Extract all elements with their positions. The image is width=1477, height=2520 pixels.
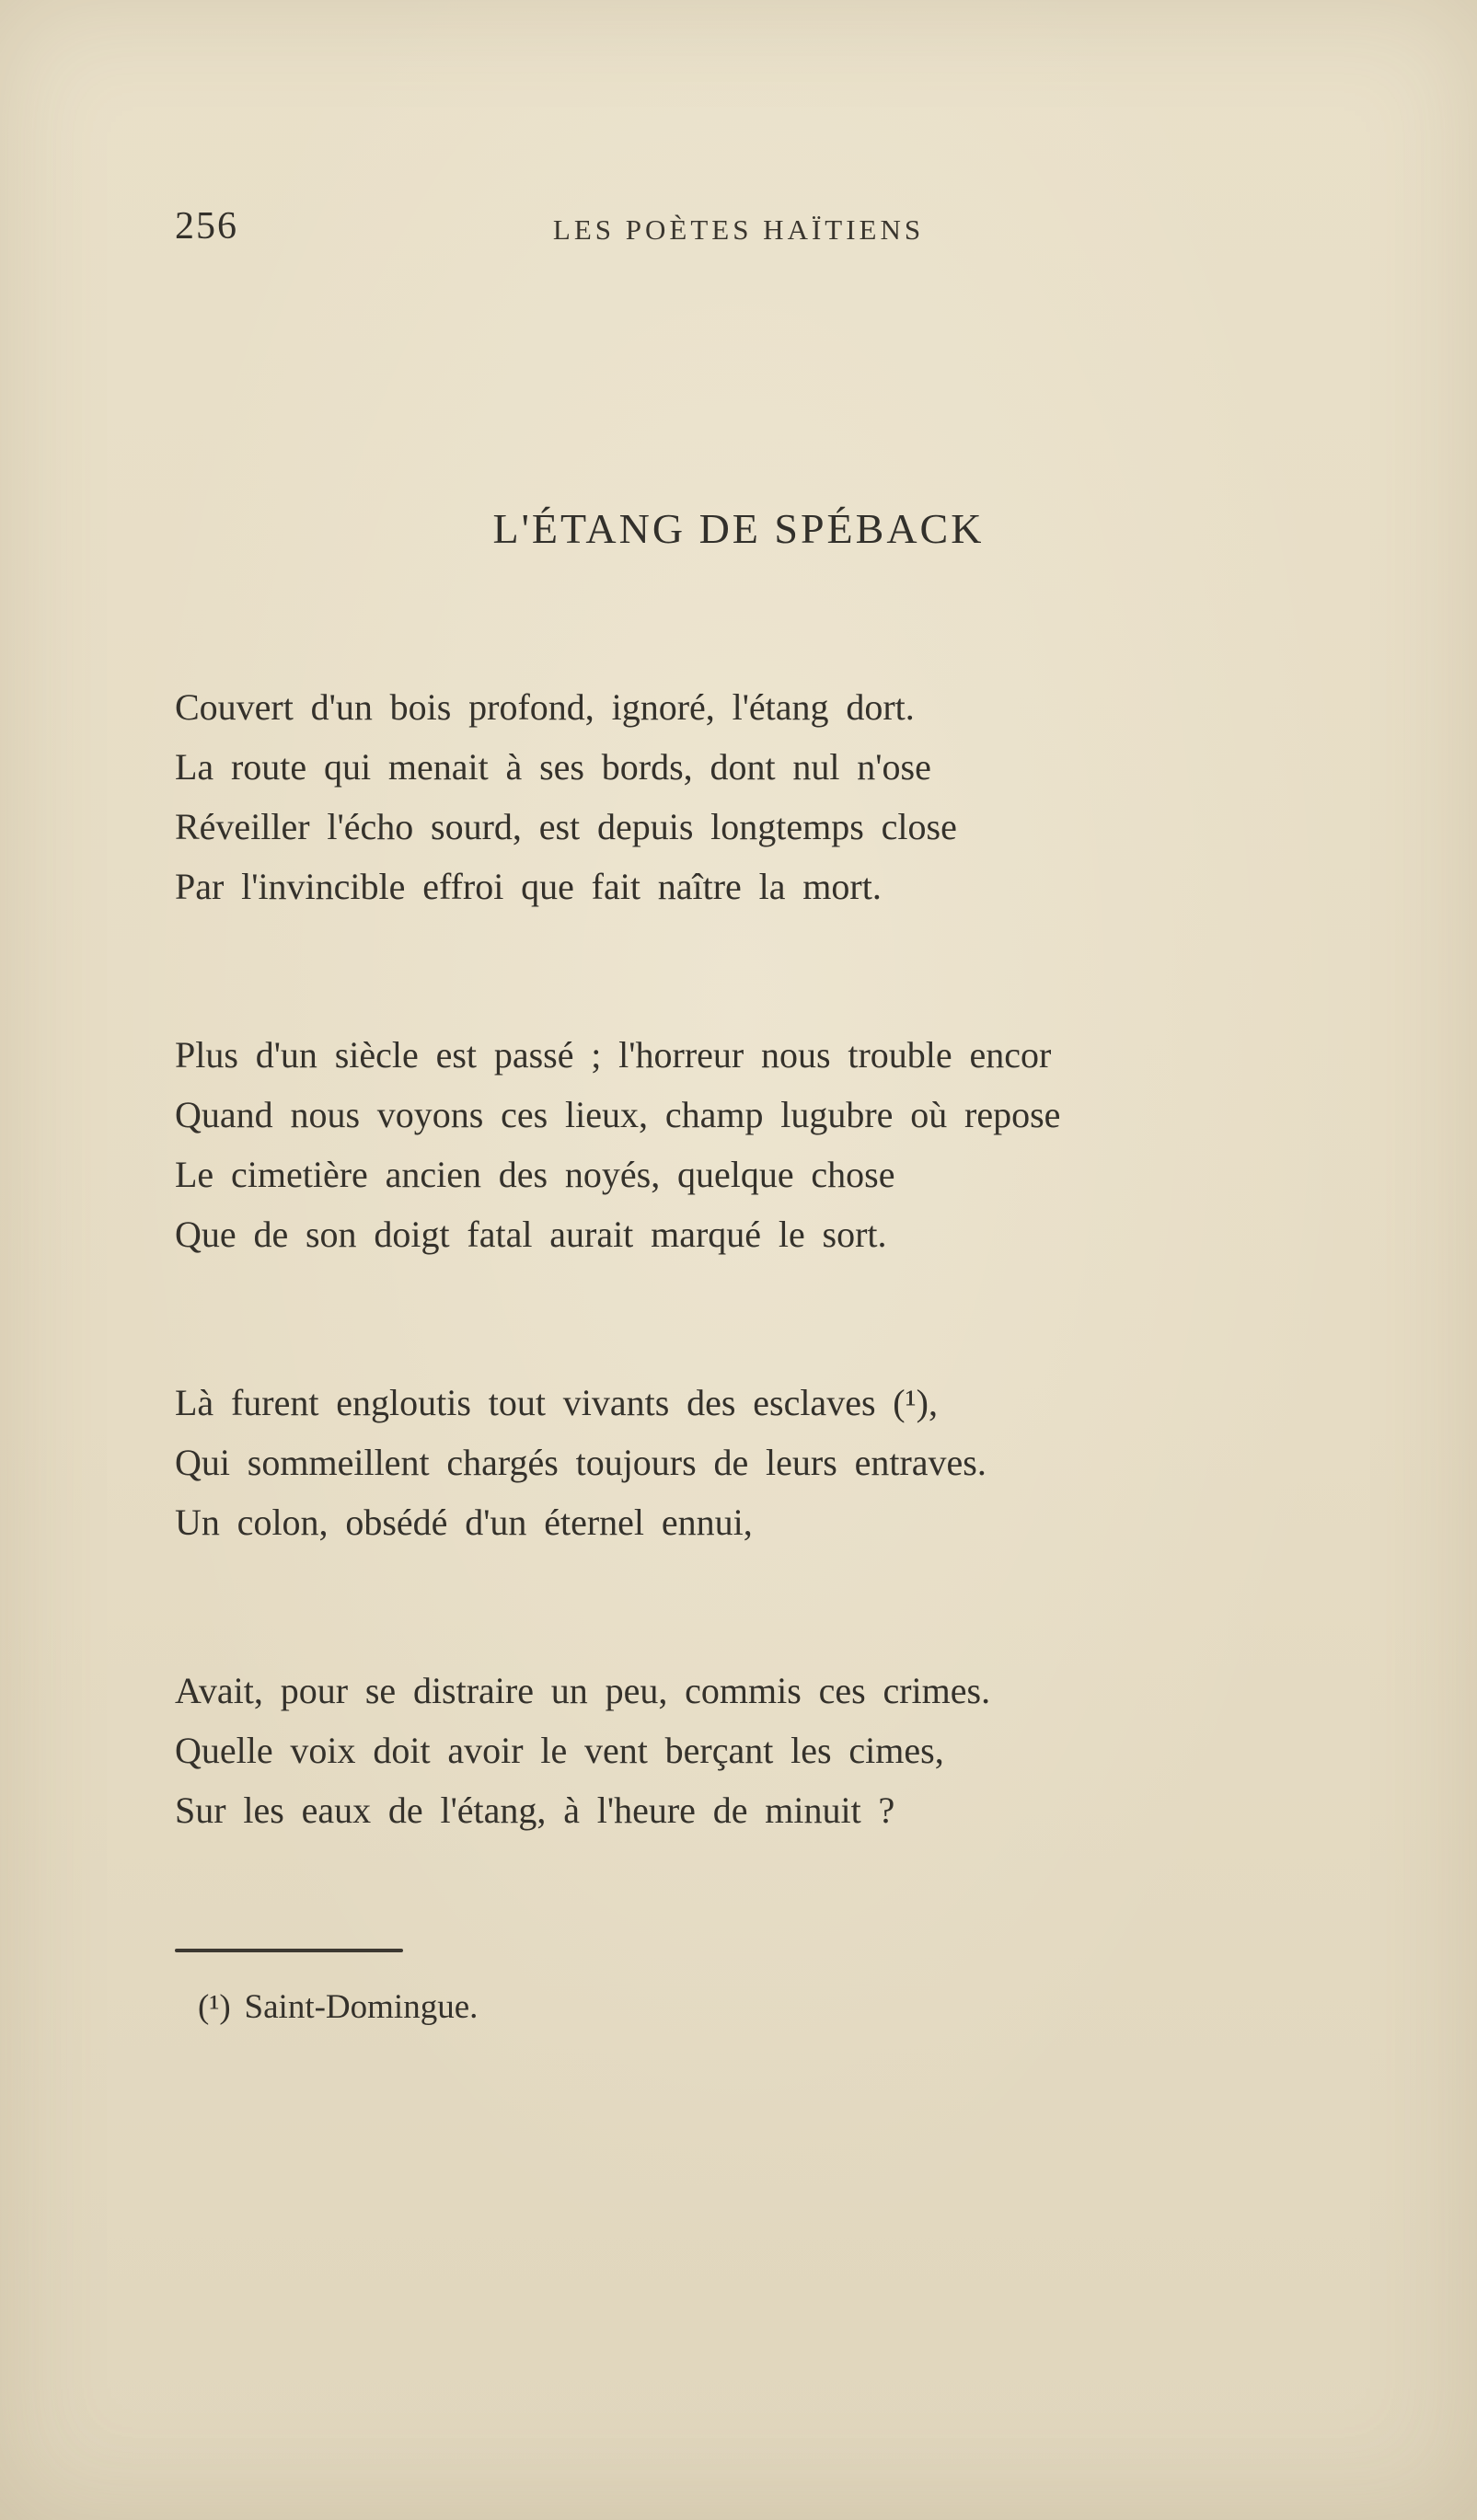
poem-line: Là furent engloutis tout vivants des esclaves (¹), [175,1382,938,1423]
poem-line: Par l'invincible effroi que fait naître la mort. [175,866,882,907]
poem-line: Le cimetière ancien des noyés, quelque chose [175,1154,895,1195]
poem-line: Quand nous voyons ces lieux, champ lugubre où repose [175,1094,1061,1135]
stanza-1 [175,677,1339,916]
stanza-2 [175,1025,1339,1264]
poem-line: Quelle voix doit avoir le vent berçant les cimes, [175,1730,944,1771]
page-header [0,0,1477,265]
poem-line: Réveiller l'écho sourd, est depuis longtemps close [175,806,957,847]
poem-line: Plus d'un siècle est passé ; l'horreur nous trouble encor [175,1034,1052,1076]
poem-body [175,677,1339,1840]
poem-line: Un colon, obsédé d'un éternel ennui, [175,1502,753,1543]
poem-line: Sur les eaux de l'étang, à l'heure de minuit ? [175,1789,895,1831]
footnote: (¹) Saint-Domingue. [198,1988,479,2026]
poem-line: Avait, pour se distraire un peu, commis ces crimes. [175,1670,991,1711]
poem-title: L'ÉTANG DE SPÉBACK [492,505,985,552]
poem-line: Qui sommeillent chargés toujours de leurs entraves. [175,1442,987,1483]
poem-line: Couvert d'un bois profond, ignoré, l'étang dort. [175,686,915,728]
running-title: LES POÈTES HAÏTIENS [552,213,925,246]
page-number: 256 [175,205,238,247]
stanza-3 [175,1373,1339,1552]
footnote-divider [175,1949,403,1952]
poem-line: La route qui menait à ses bords, dont nul n'ose [175,746,931,788]
stanza-4 [175,1661,1339,1840]
poem-line: Que de son doigt fatal aurait marqué le sort. [175,1214,887,1255]
